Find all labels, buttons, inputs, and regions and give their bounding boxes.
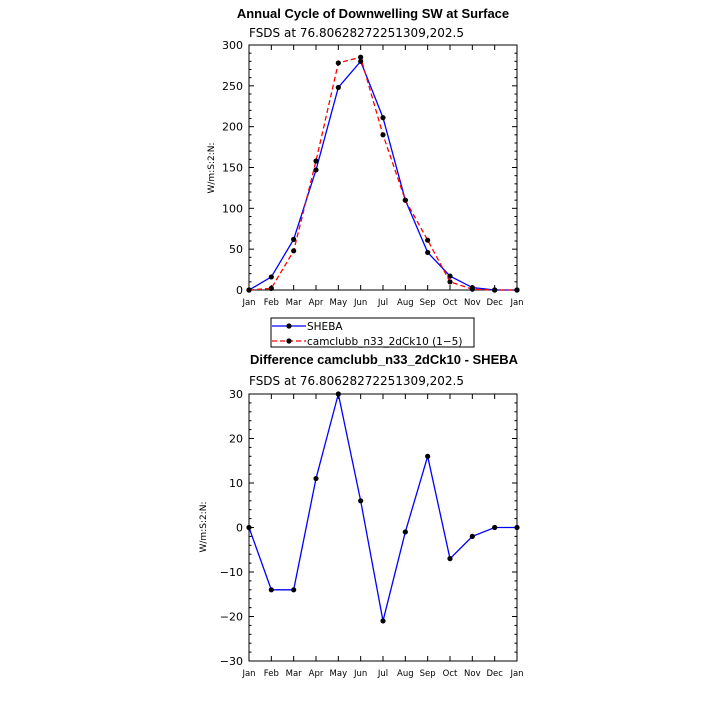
- bottom-chart-x-tick-label: Oct: [442, 669, 458, 679]
- top-chart-y-tick-label: 50: [229, 243, 243, 257]
- top-chart-series-0-point: [313, 167, 318, 172]
- bottom-chart-y-tick-label: 30: [229, 388, 243, 401]
- top-chart-frame: [249, 45, 517, 290]
- top-chart-x-tick-label: Jul: [377, 298, 389, 308]
- top-chart-x-tick-label: Mar: [285, 298, 302, 308]
- bottom-chart-y-tick-label: −10: [219, 566, 243, 579]
- bottom-chart-y-tick-label: 0: [236, 521, 243, 535]
- top-chart-y-tick-label: 300: [222, 39, 243, 52]
- top-chart-series-0-point: [336, 85, 341, 90]
- bottom-chart-x-tick-label: Jun: [354, 669, 368, 679]
- top-chart-y-tick-label: 0: [236, 284, 243, 297]
- top-chart-series-1-point: [313, 158, 318, 163]
- top-chart-series-1-point: [514, 287, 519, 292]
- top-chart-y-tick-label: 250: [222, 79, 243, 93]
- bottom-chart-title: Difference camclubb_n33_2dCk10 - SHEBA: [249, 352, 519, 367]
- top-chart-subtitle: FSDS at 76.80628272251309,202.5: [249, 26, 464, 40]
- top-chart-x-tick-label: May: [329, 298, 348, 308]
- top-chart-series-1-point: [447, 279, 452, 284]
- top-chart-title: Annual Cycle of Downwelling SW at Surface: [236, 6, 510, 21]
- top-chart-x-tick-label: Feb: [263, 298, 279, 308]
- top-chart-series-line-0: [249, 61, 517, 290]
- top-chart-series-1-point: [336, 60, 341, 65]
- top-chart-series-1-point: [358, 55, 363, 60]
- bottom-chart-x-tick-label: Nov: [464, 669, 481, 679]
- bottom-chart-series-0-point: [291, 587, 296, 592]
- top-chart-series-1-point: [380, 132, 385, 137]
- top-chart-x-tick-label: Sep: [419, 298, 436, 308]
- legend-marker-sheba: [286, 323, 291, 328]
- top-chart-x-tick-label: Dec: [486, 298, 503, 308]
- top-chart-series-1-point: [403, 198, 408, 203]
- bottom-chart-x-tick-label: Dec: [486, 669, 503, 679]
- legend-label-model: camclubb_n33_2dCk10 (1−5): [307, 336, 463, 348]
- top-chart-series-line-1: [249, 57, 517, 290]
- top-plot-area: [222, 39, 524, 308]
- top-chart-series-0-point: [425, 250, 430, 255]
- bottom-chart-x-tick-label: Jul: [377, 669, 389, 679]
- top-chart-x-tick-label: Jan: [510, 298, 524, 308]
- top-chart-series-0-point: [380, 115, 385, 120]
- top-chart-series-1-point: [425, 238, 430, 243]
- bottom-chart-series-0-point: [336, 391, 341, 396]
- legend-marker-model: [286, 338, 291, 343]
- top-chart-x-tick-label: Jan: [242, 298, 256, 308]
- top-chart-series-1-point: [470, 287, 475, 292]
- top-chart-x-tick-label: Oct: [442, 298, 458, 308]
- bottom-chart-x-tick-label: Jan: [510, 669, 524, 679]
- bottom-chart-series-0-point: [447, 556, 452, 561]
- bottom-chart-series-0-point: [492, 525, 497, 530]
- top-chart-series-0-point: [269, 274, 274, 279]
- top-chart-x-tick-label: Nov: [464, 298, 481, 308]
- top-chart-y-label: W/m:S:2:N:: [207, 142, 217, 194]
- bottom-chart-series-0-point: [246, 525, 251, 530]
- bottom-chart-x-tick-label: Feb: [263, 669, 279, 679]
- bottom-chart-series-0-point: [313, 476, 318, 481]
- top-chart-y-tick-label: 100: [222, 202, 243, 216]
- bottom-chart-x-tick-label: Sep: [419, 669, 436, 679]
- bottom-chart-series-0-point: [470, 534, 475, 539]
- bottom-chart-series-0-point: [425, 454, 430, 459]
- top-chart-series-1-point: [269, 286, 274, 291]
- bottom-chart-x-tick-label: Aug: [397, 669, 414, 679]
- legend-label-sheba: SHEBA: [307, 321, 343, 333]
- bottom-chart-x-tick-label: Jan: [242, 669, 256, 679]
- top-chart-x-tick-label: Apr: [308, 298, 324, 308]
- bottom-chart-x-tick-label: Mar: [285, 669, 302, 679]
- bottom-chart-y-tick-label: 10: [229, 477, 243, 490]
- bottom-chart-y-tick-label: −20: [219, 610, 243, 624]
- bottom-chart-y-tick-label: −30: [219, 655, 243, 668]
- bottom-chart-series-0-point: [380, 618, 385, 623]
- bottom-chart-x-tick-label: Apr: [308, 669, 324, 679]
- bottom-chart-series-0-point: [514, 525, 519, 530]
- bottom-plot-area: [220, 388, 524, 679]
- bottom-chart-x-tick-label: May: [329, 669, 348, 679]
- top-chart-x-tick-label: Aug: [397, 298, 414, 308]
- bottom-chart-series-0-point: [403, 529, 408, 534]
- bottom-chart-series-0-point: [269, 587, 274, 592]
- top-chart-series-1-point: [246, 287, 251, 292]
- bottom-chart-subtitle: FSDS at 76.80628272251309,202.5: [249, 374, 464, 388]
- bottom-chart-y-label: W/m:S:2:N:: [199, 501, 209, 553]
- legend: [271, 318, 474, 348]
- top-chart-y-tick-label: 200: [222, 120, 243, 134]
- top-chart-series-1-point: [492, 287, 497, 292]
- bottom-chart-series-0-point: [358, 498, 363, 503]
- bottom-chart-y-tick-label: 20: [229, 432, 243, 446]
- top-chart-x-tick-label: Jun: [354, 298, 368, 308]
- top-chart-y-tick-label: 150: [222, 161, 243, 175]
- top-chart-series-1-point: [291, 248, 296, 253]
- bottom-chart-series-line-0: [249, 394, 517, 621]
